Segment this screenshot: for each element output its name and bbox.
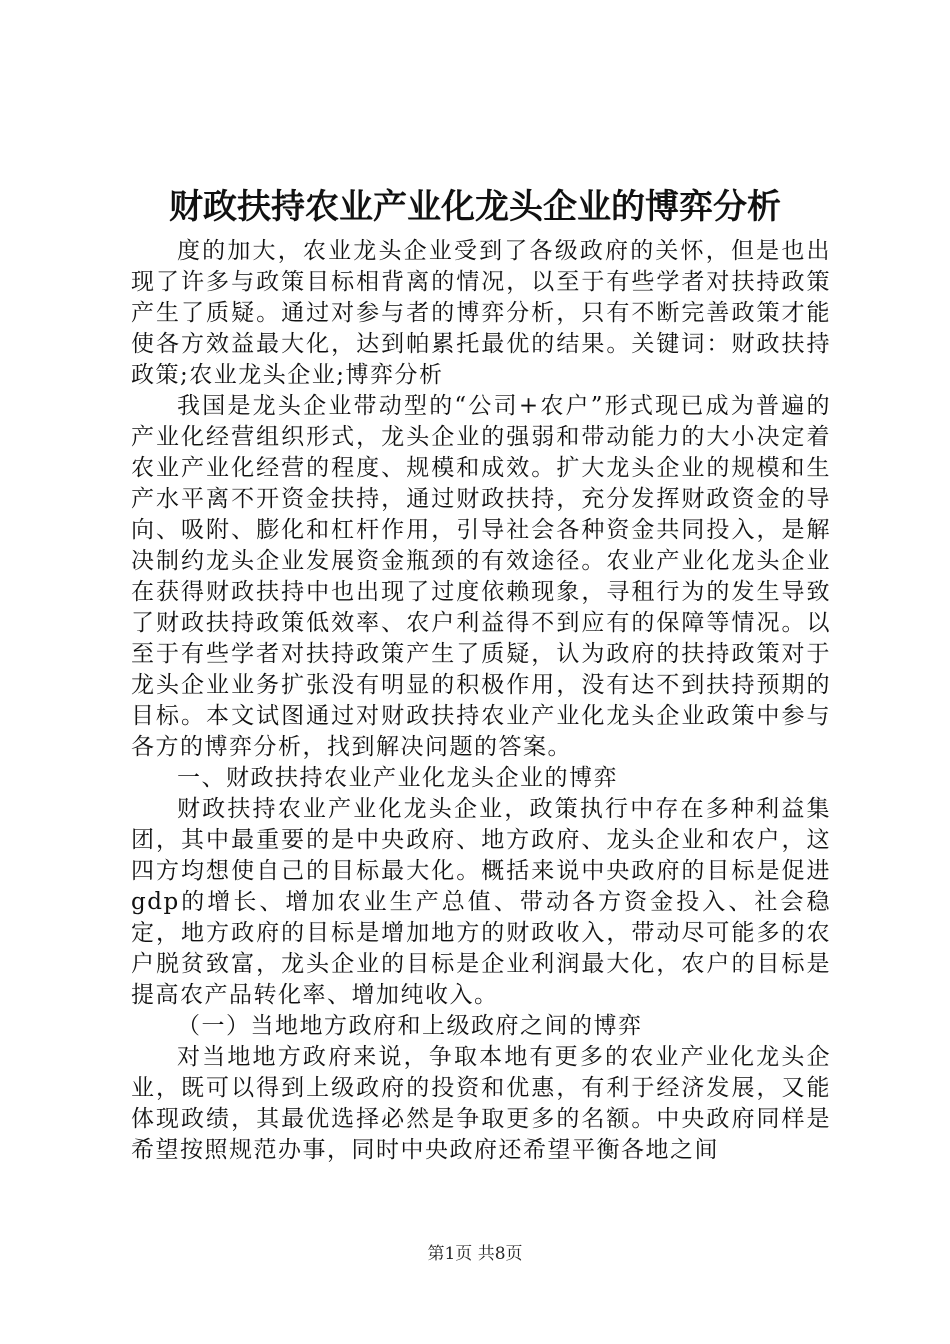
document-title: 财政扶持农业产业化龙头企业的博弈分析 <box>169 187 781 227</box>
paragraph-section-1: 财政扶持农业产业化龙头企业，政策执行中存在多种利益集团，其中最重要的是中央政府、地方政府、龙头企业和农户，这四方均想使自己的目标最大化。概括来说中央政府的目标是促进gdp的增长、增加农业生产总值、带动各方资金投入、社会稳定，地方政府的目标是增加地方的财政收入，带动尽可能多的农户脱贫致富，龙头企业的目标是企业利润最大化，农户的目标是提高农产品转化率、增加纯收入。 <box>131 796 831 1008</box>
subsection-heading-1: （一）当地地方政府和上级政府之间的博弈 <box>177 1013 643 1039</box>
paragraph-abstract: 度的加大，农业龙头企业受到了各级政府的关怀，但是也出现了许多与政策目标相背离的情况，以至于有些学者对扶持政策产生了质疑。通过对参与者的博弈分析，只有不断完善政策才能使各方效益最大化，达到帕累托最优的结果。关键词：财政扶持政策;农业龙头企业;博弈分析 <box>131 238 831 388</box>
section-heading-1: 一、财政扶持农业产业化龙头企业的博弈 <box>177 765 618 791</box>
paragraph-introduction: 我国是龙头企业带动型的“公司+农户”形式现已成为普遍的产业化经营组织形式，龙头企业的强弱和带动能力的大小决定着农业产业化经营的程度、规模和成效。扩大龙头企业的规模和生产水平离不开资金扶持，通过财政扶持，充分发挥财政资金的导向、吸附、膨化和杠杆作用，引导社会各种资金共同投入，是解决制约龙头企业发展资金瓶颈的有效途径。农业产业化龙头企业在获得财政扶持中也出现了过度依赖现象，寻租行为的发生导致了财政扶持政策低效率、农户利益得不到应有的保障等情况。以至于有些学者对扶持政策产生了质疑，认为政府的扶持政策对于龙头企业业务扩张没有明显的积极作用，没有达不到扶持预期的目标。本文试图通过对财政扶持农业产业化龙头企业政策中参与各方的博弈分析，找到解决问题的答案。 <box>131 393 831 760</box>
document-body <box>131 236 831 1166</box>
page-footer: 第1页 共8页 <box>427 1244 523 1264</box>
paragraph-subsection-1: 对当地地方政府来说，争取本地有更多的农业产业化龙头企业，既可以得到上级政府的投资和优惠，有利于经济发展，又能体现政绩，其最优选择必然是争取更多的名额。中央政府同样是希望按照规范办事，同时中央政府还希望平衡各地之间 <box>131 1044 831 1163</box>
